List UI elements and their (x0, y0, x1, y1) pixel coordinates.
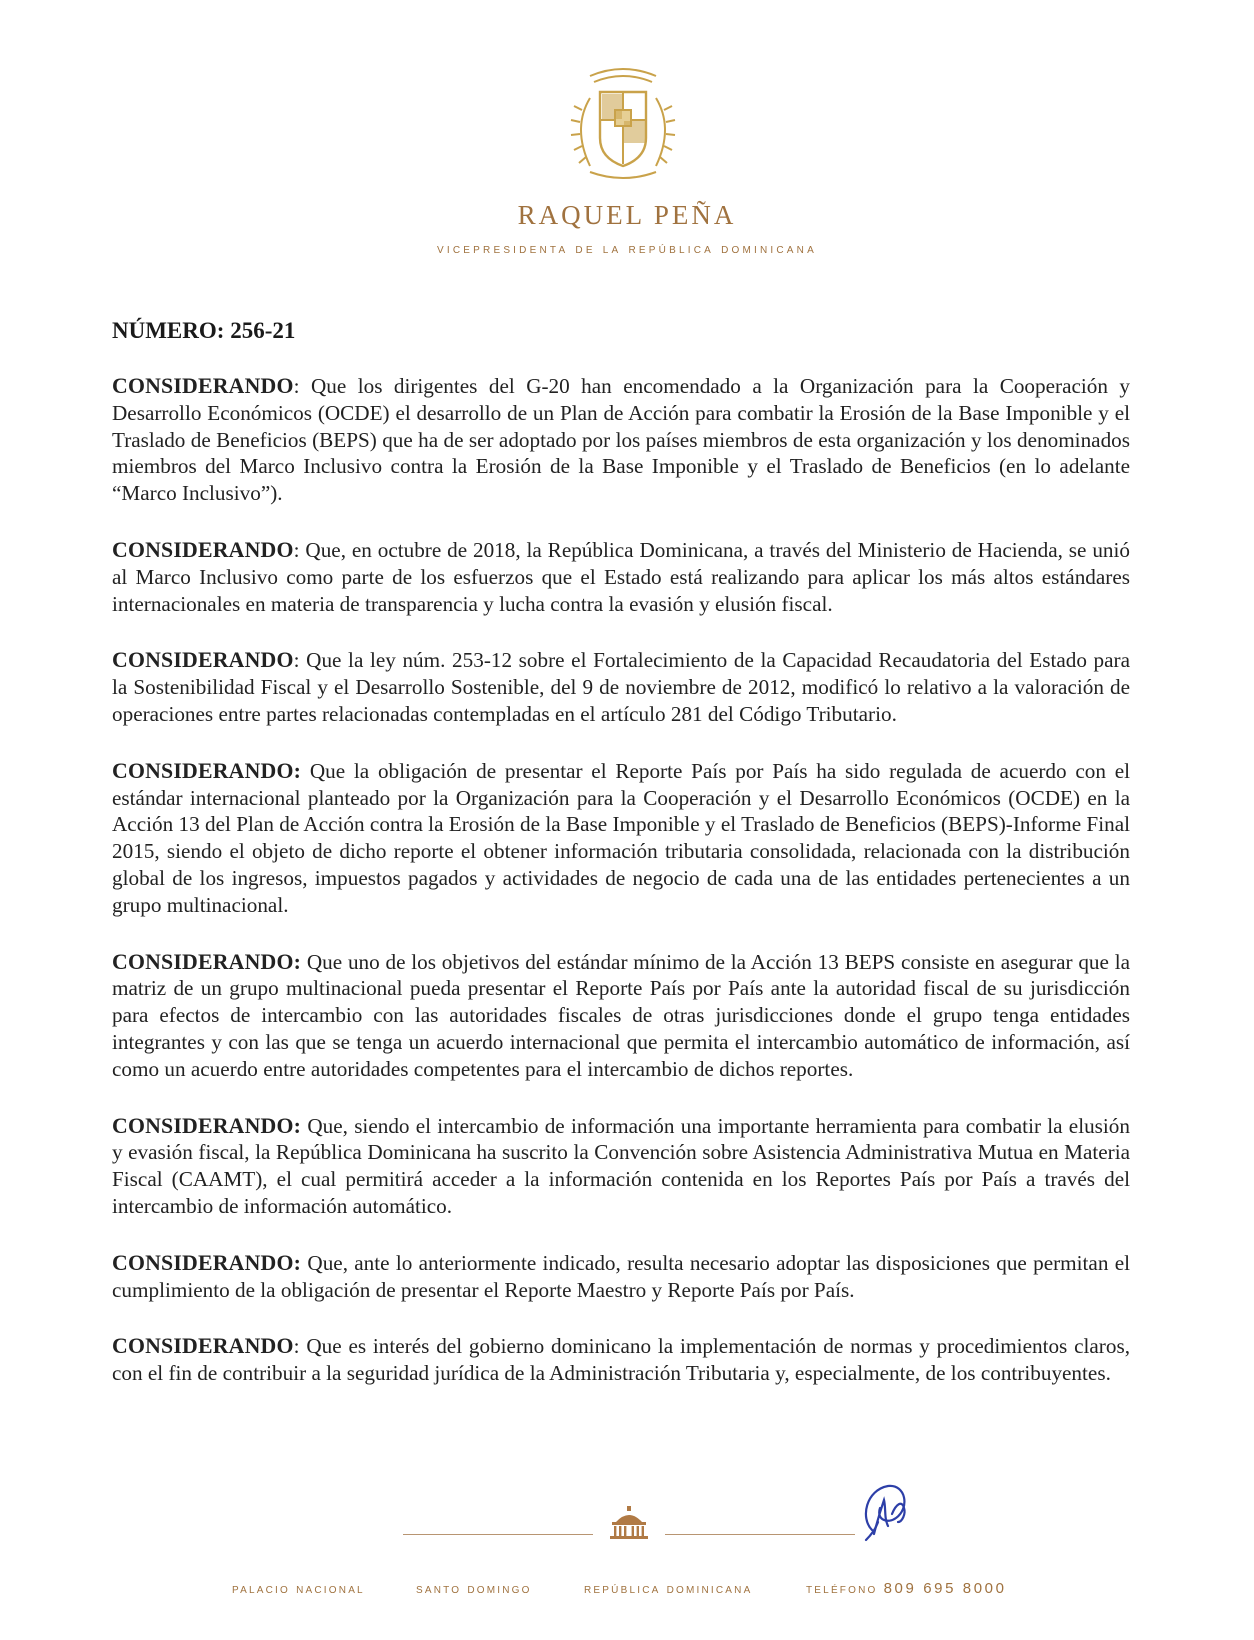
handwritten-signature (852, 1478, 916, 1544)
letterhead-title: vicepresidenta de la república dominicana (437, 240, 817, 256)
considerando-lead: CONSIDERANDO: (112, 1250, 302, 1275)
footer-phone-label: teléfono (806, 1580, 878, 1596)
considerando-lead: CONSIDERANDO (112, 648, 294, 673)
considerando-paragraph (112, 1333, 1130, 1387)
considerando-paragraph (112, 758, 1130, 919)
considerando-lead: CONSIDERANDO (112, 537, 294, 562)
document-number-value: 256-21 (230, 318, 296, 343)
considerando-paragraph (112, 1113, 1130, 1220)
considerando-text: Que, siendo el intercambio de información una importante herramienta para combatir la elusión y evasión fiscal, la República Dominicana ha suscrito la Convención sobre Asistencia Administrativa Mutua en Materia Fiscal (CAAMT), el cual permitirá acceder a la información contenida en los Reportes País por País a través del intercambio de información automático. (112, 1113, 1130, 1218)
considerando-text: : Que, en octubre de 2018, la República Dominicana, a través del Ministerio de Hacienda, se unió al Marco Inclusivo como parte de los esfuerzos que el Estado está realizando para aplicar los más altos estándares internacionales en materia de transparencia y lucha contra la evasión y elusión fiscal. (112, 537, 1130, 616)
considerando-lead: CONSIDERANDO: (112, 1113, 302, 1138)
considerando-text: : Que es interés del gobierno dominicano la implementación de normas y procedimientos claros, con el fin de contribuir a la seguridad jurídica de la Administración Tributaria y, especialmente, de los contribuyentes. (112, 1334, 1130, 1386)
considerando-paragraph (112, 1250, 1130, 1304)
footer-phone-number: 809 695 8000 (883, 1580, 1007, 1597)
national-palace-icon (604, 1506, 654, 1540)
considerando-lead: CONSIDERANDO (112, 374, 294, 398)
considerando-text: Que la obligación de presentar el Reporte País por País ha sido regulada de acuerdo con el estándar internacional planteado por la Organización para la Cooperación y el Desarrollo Económicos (OCDE) en la Acción 13 del Plan de Acción contra la Erosión de la Base Imponible y el Traslado de Beneficios (BEPS)-Informe Final 2015, siendo el objeto de dicho reporte el obtener información tributaria consolidada, relacionada con la distribución global de los ingresos, impuestos pagados y actividades de negocio de cada una de las entidades pertenecientes a un grupo multinacional. (112, 758, 1130, 917)
considerando-paragraph (112, 949, 1130, 1083)
letterhead-name: RAQUEL PEÑA (517, 200, 737, 230)
footer-country: república dominicana (584, 1580, 753, 1596)
considerando-paragraph (112, 647, 1130, 727)
document-number (112, 318, 295, 344)
considerando-text: : Que los dirigentes del G-20 han encomendado a la Organización para la Cooperación y Desarrollo Económicos (OCDE) el desarrollo de un Plan de Acción para combatir la Erosión de la Base Imponible y el Traslado de Beneficios (BEPS) que ha de ser adoptado por los países miembros de esta organización y los denominados miembros del Marco Inclusivo contra la Erosión de la Base Imponible y el Traslado de Beneficios (en lo adelante “Marco Inclusivo”). (112, 374, 1130, 506)
considerando-paragraph (112, 373, 1130, 507)
coat-of-arms-icon (560, 58, 686, 188)
considerando-text: : Que la ley núm. 253-12 sobre el Fortalecimiento de la Capacidad Recaudatoria del Estado para la Sostenibilidad Fiscal y el Desarrollo Sostenible, del 9 de noviembre de 2012, modificó lo relativo a la valoración de operaciones entre partes relacionadas contempladas en el artículo 281 del Código Tributario. (112, 648, 1130, 726)
document-number-label: NÚMERO: (112, 318, 225, 343)
document-body (112, 373, 1130, 1417)
considerando-text: Que, ante lo anteriormente indicado, resulta necesario adoptar las disposiciones que permitan el cumplimiento de la obligación de presentar el Reporte Maestro y Reporte País por País. (112, 1250, 1130, 1302)
considerando-paragraph (112, 537, 1130, 617)
footer-location: palacio nacional (232, 1580, 365, 1596)
considerando-text: Que uno de los objetivos del estándar mínimo de la Acción 13 BEPS consiste en asegurar que la matriz de un grupo multinacional pueda presentar el Reporte País por País ante la autoridad fiscal de su jurisdicción para efectos de intercambio con las autoridades fiscales de otras jurisdicciones donde el grupo tenga entidades integrantes y con las que se tenga un acuerdo internacional que permita el intercambio automático de información, así como un acuerdo entre autoridades competentes para el intercambio de dichos reportes. (112, 949, 1130, 1081)
considerando-lead: CONSIDERANDO: (112, 758, 302, 783)
considerando-lead: CONSIDERANDO: (112, 949, 302, 974)
footer-city: santo domingo (416, 1580, 532, 1596)
footer-divider-left (403, 1534, 593, 1535)
considerando-lead: CONSIDERANDO (112, 1334, 294, 1359)
footer-phone (806, 1580, 1007, 1597)
footer-divider-right (665, 1534, 855, 1535)
